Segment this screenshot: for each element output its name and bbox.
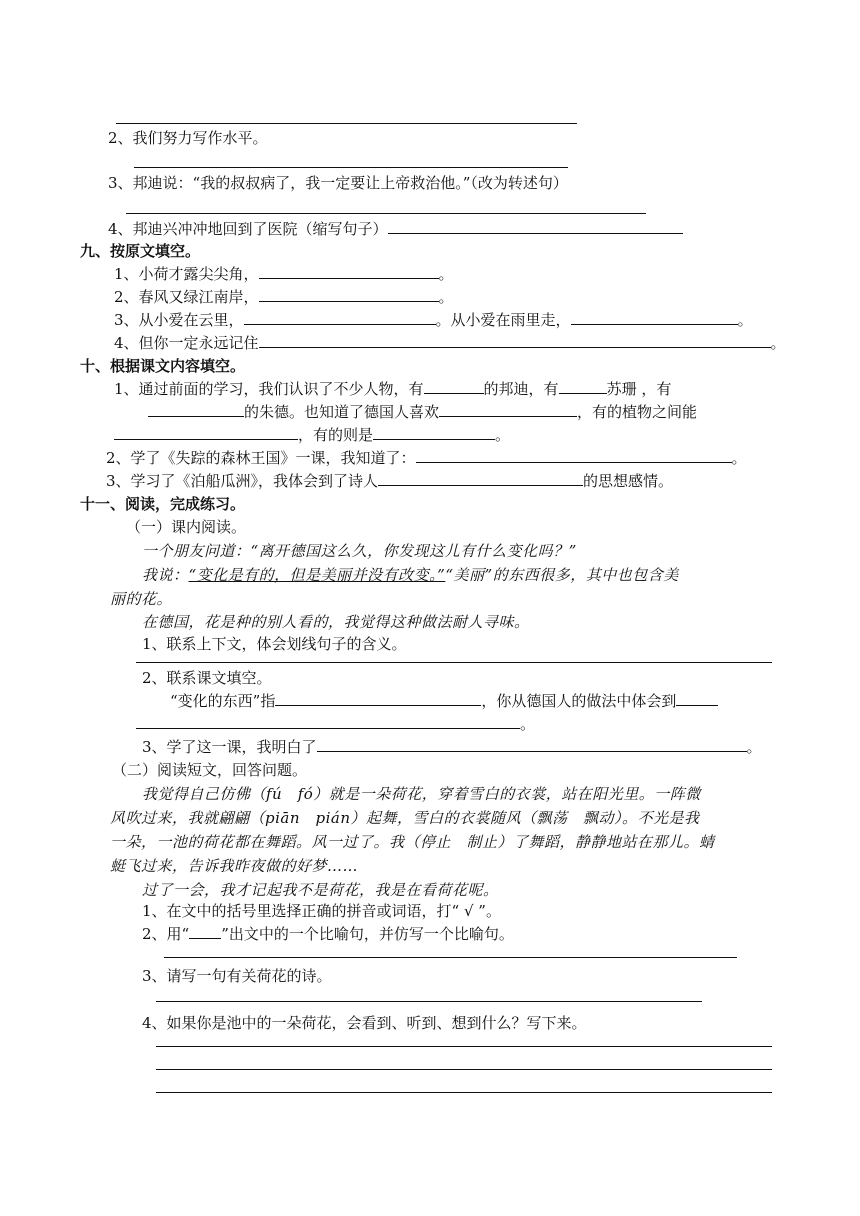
passage-line: 在德国，花是种的别人看的，我觉得这种做法耐人寻味。 bbox=[142, 613, 530, 631]
period: 。 bbox=[438, 288, 454, 306]
passage-text: “美丽”的东西很多，其中也包含美 bbox=[445, 566, 679, 584]
answer-blank[interactable] bbox=[136, 714, 520, 729]
q9-item-4-text: 4、但你一定永远记住 bbox=[114, 334, 259, 352]
q10-line-5 bbox=[106, 471, 673, 491]
period: 。 bbox=[520, 715, 536, 733]
q10-line-2 bbox=[148, 402, 697, 422]
q10-text: 的思想感情。 bbox=[583, 472, 674, 490]
q9-item-2 bbox=[114, 287, 454, 307]
reading-2-q1: 1、在文中的括号里选择正确的拼音或词语，打“ √ ”。 bbox=[142, 902, 501, 920]
section-11-title: 十一、阅读，完成练习。 bbox=[80, 495, 246, 513]
q9-item-2-text: 2、春风又绿江南岸， bbox=[114, 288, 259, 306]
answer-blank[interactable] bbox=[275, 691, 481, 706]
answer-blank[interactable] bbox=[388, 219, 683, 234]
passage-line bbox=[142, 565, 679, 585]
period: 。 bbox=[495, 426, 511, 444]
passage-line: 蜓飞过来，告诉我昨夜做的好梦…… bbox=[110, 857, 359, 875]
answer-line[interactable] bbox=[156, 1001, 702, 1002]
q11-text: 2、用“ bbox=[142, 925, 190, 943]
q10-text: ，有的则是 bbox=[298, 426, 374, 444]
answer-blank[interactable] bbox=[259, 264, 439, 279]
period: 。 bbox=[737, 311, 753, 329]
q10-line-1 bbox=[114, 379, 671, 399]
underlined-sentence: “变化是有的，但是美丽并没有改变。” bbox=[188, 566, 446, 584]
answer-blank[interactable] bbox=[424, 379, 484, 394]
answer-blank[interactable] bbox=[571, 310, 738, 325]
q10-text: 2、学了《失踪的森林王国》一课，我知道了： bbox=[106, 449, 416, 467]
answer-blank[interactable] bbox=[259, 333, 771, 348]
reading-1-q3 bbox=[142, 737, 762, 757]
reading-1-q1: 1、联系上下文，体会划线句子的含义。 bbox=[142, 635, 407, 653]
answer-line[interactable] bbox=[116, 123, 577, 124]
q10-line-4 bbox=[106, 448, 747, 468]
answer-blank[interactable] bbox=[378, 471, 583, 486]
passage-text: 我说： bbox=[142, 566, 189, 584]
q10-text: ，有的植物之间能 bbox=[577, 403, 698, 421]
answer-line[interactable] bbox=[164, 957, 737, 958]
reading-2-heading: （二）阅读短文，回答问题。 bbox=[112, 761, 308, 779]
answer-blank[interactable] bbox=[416, 448, 732, 463]
answer-line[interactable] bbox=[126, 213, 646, 214]
answer-blank[interactable] bbox=[559, 379, 607, 394]
answer-blank[interactable] bbox=[244, 310, 436, 325]
reading-1-q2-fill-2 bbox=[136, 714, 535, 734]
period: 。 bbox=[438, 265, 454, 283]
q9-item-3-text-2: 。从小爱在雨里走， bbox=[435, 311, 571, 329]
q9-item-1 bbox=[114, 264, 454, 284]
q11-text: 3、学了这一课，我明白了 bbox=[142, 738, 317, 756]
q9-item-4 bbox=[114, 333, 786, 353]
answer-blank[interactable] bbox=[148, 402, 244, 417]
answer-blank[interactable] bbox=[114, 425, 298, 440]
q11-text: ，你从德国人的做法中体会到 bbox=[481, 692, 677, 710]
answer-blank[interactable] bbox=[373, 425, 495, 440]
answer-blank[interactable] bbox=[317, 737, 747, 752]
q9-item-1-text: 1、小荷才露尖尖角， bbox=[114, 265, 259, 283]
q10-text: 的邦迪，有 bbox=[483, 380, 559, 398]
q10-text: 的朱德。也知道了德国人喜欢 bbox=[244, 403, 440, 421]
answer-line[interactable] bbox=[156, 1092, 772, 1093]
passage-line: 我觉得自己仿佛（fú fó）就是一朵荷花，穿着雪白的衣裳，站在阳光里。一阵微 bbox=[142, 785, 701, 803]
q11-text: “变化的东西”指 bbox=[170, 692, 276, 710]
passage-line: 一朵，一池的荷花都在舞蹈。风一过了。我（停止 制止）了舞蹈，静静地站在那儿。蜻 bbox=[110, 833, 715, 851]
answer-line[interactable] bbox=[156, 1069, 772, 1070]
q10-text: 1、通过前面的学习，我们认识了不少人物，有 bbox=[114, 380, 424, 398]
period: 。 bbox=[770, 334, 786, 352]
q9-item-3-text: 3、从小爱在云里， bbox=[114, 311, 244, 329]
reading-1-q2-fill bbox=[170, 691, 718, 711]
q10-line-3 bbox=[114, 425, 510, 445]
answer-blank[interactable] bbox=[676, 691, 718, 706]
q8-item-2: 2、我们努力写作水平。 bbox=[108, 129, 268, 147]
answer-blank[interactable] bbox=[439, 402, 577, 417]
passage-line: 风吹过来，我就翩翩（piān pián）起舞，雪白的衣裳随风（飘荡 飘动）。不光是我 bbox=[110, 809, 700, 827]
section-10-title: 十、根据课文内容填空。 bbox=[80, 357, 246, 375]
answer-line[interactable] bbox=[136, 662, 772, 663]
answer-blank[interactable] bbox=[189, 924, 221, 939]
section-9-title: 九、按原文填空。 bbox=[80, 242, 201, 260]
passage-line: 丽的花。 bbox=[110, 590, 173, 608]
q10-text: 3、学习了《泊船瓜洲》，我体会到了诗人 bbox=[106, 472, 379, 490]
answer-blank[interactable] bbox=[259, 287, 439, 302]
q8-item-3: 3、邦迪说：“我的叔叔病了，我一定要让上帝救治他。”（改为转述句） bbox=[108, 174, 568, 192]
q8-item-4-text: 4、邦迪兴冲冲地回到了医院（缩写句子） bbox=[108, 220, 388, 238]
q9-item-3 bbox=[114, 310, 753, 330]
answer-line[interactable] bbox=[156, 1046, 772, 1047]
q8-item-4 bbox=[108, 219, 683, 239]
period: 。 bbox=[746, 738, 762, 756]
reading-2-q4: 4、如果你是池中的一朵荷花，会看到、听到、想到什么？写下来。 bbox=[142, 1014, 587, 1032]
reading-1-q2: 2、联系课文填空。 bbox=[142, 669, 272, 687]
reading-2-q2 bbox=[142, 924, 514, 944]
reading-1-heading: （一）课内阅读。 bbox=[126, 518, 247, 536]
reading-2-q3: 3、请写一句有关荷花的诗。 bbox=[142, 967, 332, 985]
answer-line[interactable] bbox=[134, 167, 568, 168]
passage-line: 一个朋友问道：“离开德国这么久，你发现这儿有什么变化吗？” bbox=[142, 542, 577, 560]
period: 。 bbox=[731, 449, 747, 467]
q10-text: 苏珊 ，有 bbox=[606, 380, 672, 398]
passage-line: 过了一会，我才记起我不是荷花，我是在看荷花呢。 bbox=[142, 881, 499, 899]
q11-text: ”出文中的一个比喻句，并仿写一个比喻句。 bbox=[221, 925, 514, 943]
